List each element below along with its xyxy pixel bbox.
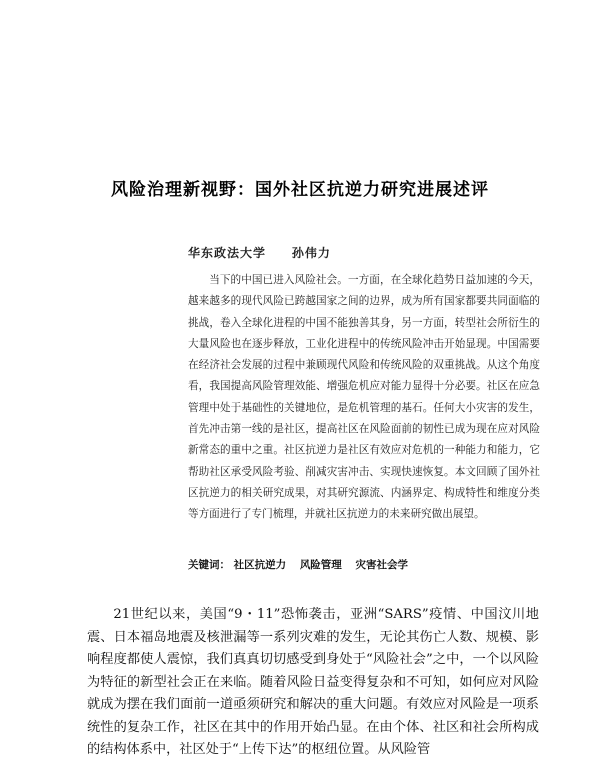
body-paragraph: 21世纪以来，美国“9・11”恐怖袭击，亚洲“SARS”疫情、中国汶川地震、日本福岛地震及核泄漏等一系列灾难的发生，无论其伤亡人数、规模、影响程度都使人震惊，我们真真切切感受到身处于“风险社会”之中，一个以风险为特征的新型社会正在来临。随着风险日益变得复杂和不可知，如何应对风险就成为摆在我们面前一道亟须研究和解决的重大问题。有效应对风险是一项系统性的复杂工作，社区在其中的作用开始凸显。在由个体、社区和社会所构成的结构体系中，社区处于“上传下达”的枢纽位置。从风险管 [87, 607, 539, 757]
keywords-line [188, 557, 548, 572]
abstract: 当下的中国已进入风险社会。一方面，在全球化趋势日益加速的今天，越来越多的现代风险已跨越国家之间的边界，成为所有国家都要共同面临的挑战，卷入全球化进程的中国不能独善其身，另一方面，转型社会所衍生的大量风险也在逐步释放，工业化进程中的传统风险冲击开始显现。中国需要在经济社会发展的过程中兼顾现代风险和传统风险的双重挑战。从这个角度看，我国提高风险管理效能、增强危机应对能力显得十分必要。社区在应急管理中处于基础性的关键地位，是危机管理的基石。任何大小灾害的发生，首先冲击第一线的是社区，提高社区在风险面前的韧性已成为现在应对风险新常态的重中之重。社区抗逆力是社区有效应对危机的一种能力和能力，它帮助社区承受风险考验、削减灾害冲击、实现快速恢复。本文回顾了国外社区抗逆力的相关研究成果，对其研究源流、内涵界定、构成特性和维度分类等方面进行了专门梳理，并就社区抗逆力的未来研究做出展望。 [188, 274, 540, 521]
author-line [188, 244, 331, 261]
author-affiliation: 华东政法大学 [188, 246, 267, 260]
keyword: 风险管理 [299, 559, 342, 571]
keyword: 社区抗逆力 [233, 559, 287, 571]
paper-title: 风险治理新视野：国外社区抗逆力研究进展述评 [111, 180, 489, 200]
keyword: 灾害社会学 [355, 559, 408, 571]
author-name: 孙伟力 [291, 246, 331, 260]
keywords-label: 关键词： [188, 559, 230, 571]
